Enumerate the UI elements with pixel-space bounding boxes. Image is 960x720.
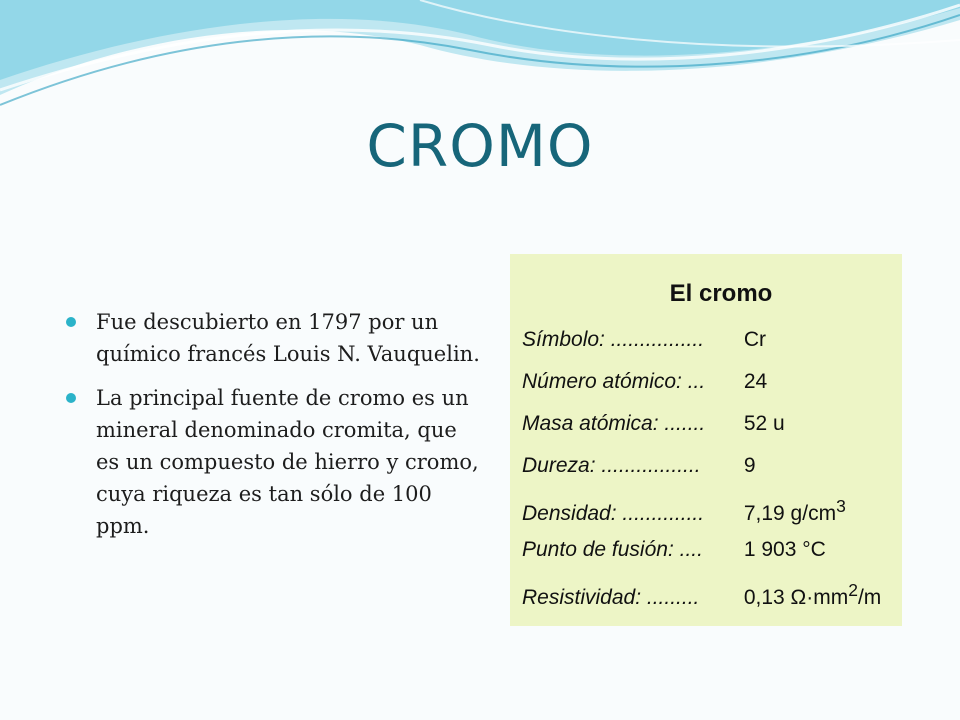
property-label: Dureza: .................	[522, 454, 701, 477]
property-value: 24	[743, 370, 768, 393]
property-label: Densidad: ..............	[522, 502, 705, 525]
slide-title: CROMO	[366, 112, 594, 180]
property-row-density	[522, 496, 846, 526]
property-value-superscript: 3	[836, 496, 846, 516]
property-value-superscript: 2	[848, 580, 858, 600]
property-row-atomic-number	[522, 370, 767, 400]
bullet-dot-icon	[66, 393, 76, 403]
property-value: 1 903 °C	[743, 538, 826, 561]
property-label: Resistividad: .........	[522, 586, 700, 609]
property-value-suffix: /m	[857, 586, 882, 609]
property-label: Punto de fusión: ....	[522, 538, 703, 561]
header-wave-decoration	[0, 0, 960, 115]
property-value: 52 u	[743, 412, 785, 435]
bullet-text: Fue descubierto en 1797 por un químico francés Louis N. Vauquelin.	[96, 310, 480, 366]
chromium-data-card	[510, 254, 902, 626]
property-row-atomic-mass	[522, 412, 785, 442]
property-value	[744, 580, 881, 610]
property-value: 9	[743, 454, 756, 477]
property-label: Masa atómica: .......	[522, 412, 706, 435]
property-row-symbol	[522, 328, 766, 358]
property-row-hardness	[522, 454, 756, 484]
property-value: Cr	[743, 328, 767, 351]
bullet-item	[66, 382, 486, 542]
property-row-melting-point	[522, 538, 826, 568]
bullet-item	[66, 306, 486, 370]
property-value-text: 7,19 g/cm	[743, 502, 837, 525]
property-row-resistivity	[522, 580, 881, 610]
property-label: Símbolo: ................	[522, 328, 705, 351]
property-value-text: 0,13 Ω·mm	[743, 586, 849, 609]
card-title: El cromo	[669, 280, 773, 307]
property-label: Número atómico: ...	[522, 370, 706, 393]
property-value	[744, 496, 846, 526]
bullet-dot-icon	[66, 317, 76, 327]
bullet-list	[66, 306, 486, 554]
bullet-text: La principal fuente de cromo es un mineral denominado cromita, que es un compuesto de hierro y cromo, cuya riqueza es tan sólo de 100 ppm.	[96, 386, 479, 538]
